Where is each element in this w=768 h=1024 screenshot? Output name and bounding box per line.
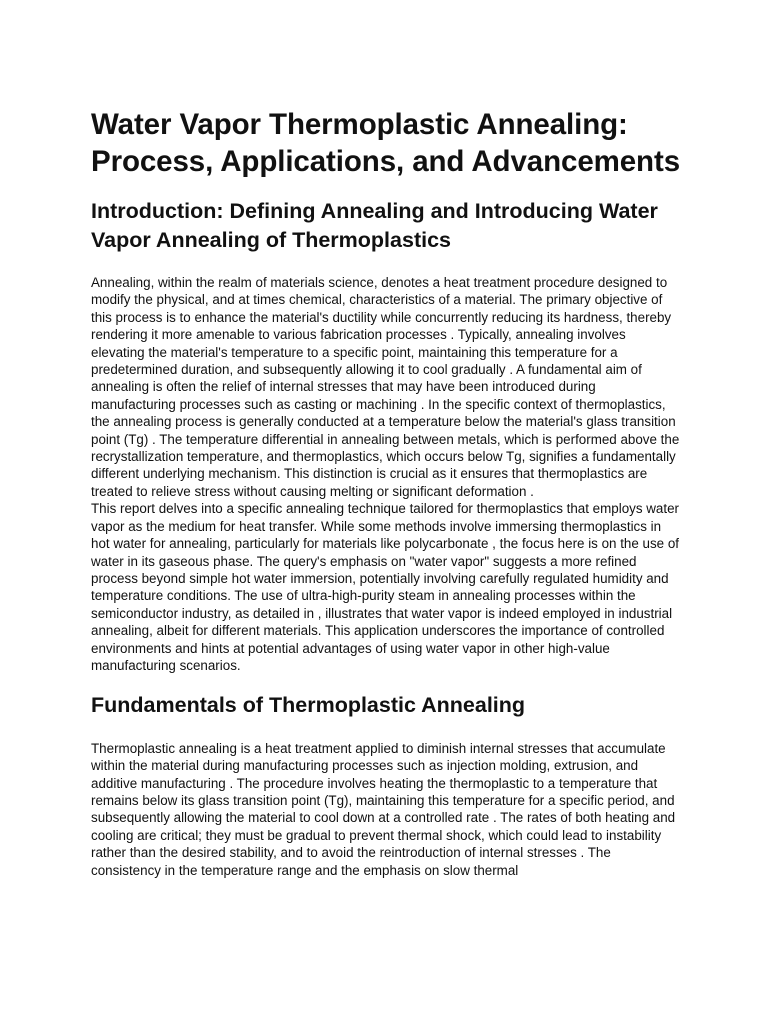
section-heading-fundamentals: Fundamentals of Thermoplastic Annealing <box>91 693 526 718</box>
paragraph-water-vapor-technique: This report delves into a specific annealing technique tailored for thermoplastics that employs water vapor as the medium for heat transfer. While some methods involve immersing thermoplastics in hot water for annealing, particularly for materials like polycarbonate , the focus here is on the use of water in its gaseous phase. The query's emphasis on "water vapor" suggests a more refined process beyond simple hot water immersion, potentially involving carefully regulated humidity and temperature conditions. The use of ultra-high-purity steam in annealing processes within the semiconductor industry, as detailed in , illustrates that water vapor is indeed employed in industrial annealing, albeit for different materials. This application underscores the importance of controlled environments and hints at potential advantages of using water vapor in other high-value manufacturing scenarios. <box>91 501 680 673</box>
document-page <box>91 106 681 879</box>
paragraph-annealing-definition: Annealing, within the realm of materials science, denotes a heat treatment procedure designed to modify the physical, and at times chemical, characteristics of a material. The primary objective of this process is to enhance the material's ductility while concurrently reducing its hardness, thereby rendering it more amenable to various fabrication processes . Typically, annealing involves elevating the material's temperature to a specific point, maintaining this temperature for a predetermined duration, and subsequently allowing it to cool gradually . A fundamental aim of annealing is often the relief of internal stresses that may have been introduced during manufacturing processes such as casting or machining . In the specific context of thermoplastics, the annealing process is generally conducted at a temperature below the material's glass transition point (Tg) . The temperature differential in annealing between metals, which is performed above the recrystallization temperature, and thermoplastics, which occurs below Tg, signifies a fundamentally different underlying mechanism. This distinction is crucial as it ensures that thermoplastics are treated to relieve stress without causing melting or significant deformation . <box>91 275 680 499</box>
section-heading-introduction: Introduction: Defining Annealing and Introducing Water Vapor Annealing of Thermoplastics <box>91 199 658 252</box>
paragraph-thermoplastic-annealing-fundamentals: Thermoplastic annealing is a heat treatment applied to diminish internal stresses that accumulate within the material during manufacturing processes such as injection molding, extrusion, and additive manufacturing . The procedure involves heating the thermoplastic to a temperature that remains below its glass transition point (Tg), maintaining this temperature for a specific period, and subsequently allowing the material to cool down at a controlled rate . The rates of both heating and cooling are critical; they must be gradual to prevent thermal shock, which could lead to instability rather than the desired stability, and to avoid the reintroduction of internal stresses . The consistency in the temperature range and the emphasis on slow thermal <box>91 740 676 878</box>
document-title: Water Vapor Thermoplastic Annealing: Process, Applications, and Advancements <box>91 108 681 178</box>
